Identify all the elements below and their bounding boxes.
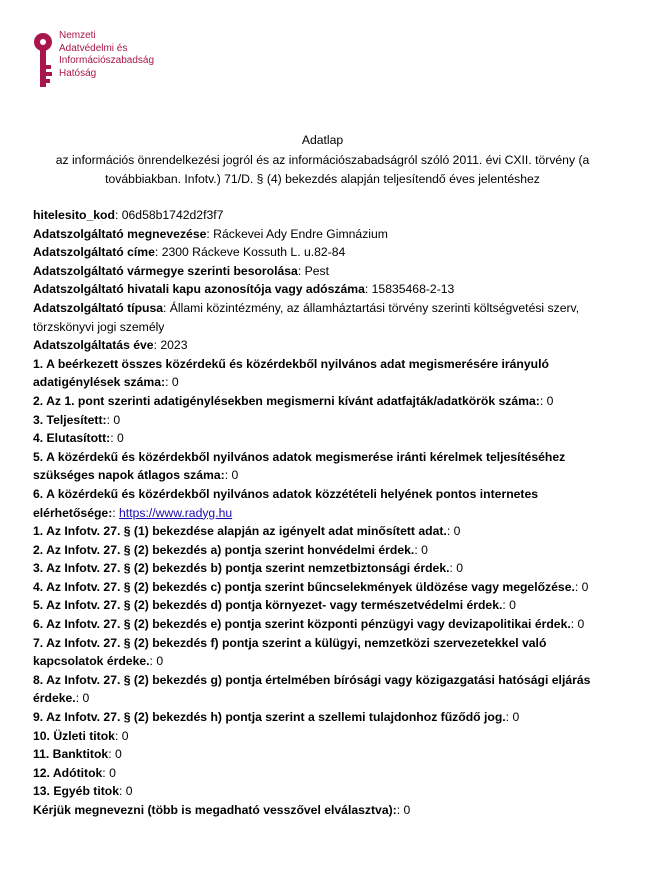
field-value: 2300 Ráckeve Kossuth L. u.82-84 bbox=[161, 245, 346, 260]
field-row bbox=[33, 596, 618, 615]
field-separator: : bbox=[539, 393, 547, 408]
field-value: 0 bbox=[231, 468, 239, 483]
field-label: Adatszolgáltató típusa bbox=[33, 300, 164, 315]
field-value-link[interactable]: https://www.radyg.hu bbox=[119, 505, 233, 520]
field-label: Adatszolgáltató hivatali kapu azonosítója vagy adószáma bbox=[33, 282, 365, 297]
field-row bbox=[33, 280, 618, 299]
field-value: 0 bbox=[403, 803, 411, 817]
authority-name-line: Nemzeti bbox=[59, 30, 96, 41]
field-row bbox=[33, 782, 618, 801]
field-value: Pest bbox=[304, 263, 330, 278]
field-label: 4. Elutasított: bbox=[33, 431, 111, 446]
field-row bbox=[33, 578, 618, 597]
field-separator: : bbox=[224, 468, 232, 483]
field-separator: : bbox=[297, 263, 305, 278]
field-value: 0 bbox=[421, 542, 428, 557]
field-value: 0 bbox=[156, 654, 164, 669]
field-label: 6. A közérdekű és közérdekből nyilvános adatok közzétételi helyének pontos internetes elérhetősége: bbox=[33, 486, 539, 520]
field-row bbox=[33, 225, 618, 244]
field-separator: : bbox=[114, 728, 122, 743]
field-row bbox=[33, 485, 618, 522]
field-row bbox=[33, 727, 618, 746]
field-label: 10. Üzleti titok bbox=[33, 728, 115, 743]
field-label: 4. Az Infotv. 27. § (2) bekezdés c) pontja szerint bűncselekmények üldözése vagy megelőzése. bbox=[33, 579, 575, 594]
field-label: 2. Az Infotv. 27. § (2) bekezdés a) pontja szerint honvédelmi érdek. bbox=[33, 542, 415, 557]
field-separator: : bbox=[206, 226, 214, 241]
field-row bbox=[33, 355, 618, 392]
field-value: 0 bbox=[453, 524, 461, 539]
field-separator: : bbox=[114, 208, 122, 222]
document-subtitle: az információs önrendelkezési jogról és az információszabadságról szóló 2011. évi CXII. törvény (a továbbiakban. Infotv.) 71/D. § (4) bekezdés alapján teljesítendő éves jelentéshez bbox=[55, 153, 590, 186]
field-separator: : bbox=[154, 245, 162, 260]
field-row bbox=[33, 708, 618, 727]
field-row bbox=[33, 262, 618, 281]
field-value: 0 bbox=[546, 393, 554, 408]
field-row bbox=[33, 299, 618, 336]
field-separator: : bbox=[165, 375, 172, 390]
field-value: 0 bbox=[512, 710, 520, 725]
field-separator: : bbox=[112, 505, 120, 520]
field-row bbox=[33, 801, 618, 820]
field-label: 11. Banktitok bbox=[33, 747, 109, 762]
field-label: Adatszolgáltató címe bbox=[33, 245, 155, 260]
field-row bbox=[33, 429, 618, 448]
field-label: 3. Teljesített: bbox=[33, 412, 107, 427]
field-value: 0 bbox=[113, 412, 121, 427]
field-separator: : bbox=[570, 617, 578, 632]
field-separator: : bbox=[574, 579, 582, 594]
field-label: 9. Az Infotv. 27. § (2) bekezdés h) pontja szerint a szellemi tulajdonhoz fűződő jog. bbox=[33, 710, 506, 725]
field-row bbox=[33, 206, 618, 225]
field-value: 15835468-2-13 bbox=[371, 282, 455, 297]
authority-name-line: Adatvédelmi és bbox=[59, 42, 128, 54]
field-value: 0 bbox=[456, 561, 464, 576]
field-row bbox=[33, 764, 618, 783]
field-label: 5. A közérdekű és közérdekből nyilvános adatok megismerése iránti kérelmek teljesítéséhez szükséges napok átlagos száma: bbox=[33, 449, 566, 483]
field-value: 0 bbox=[109, 765, 116, 780]
field-value: 06d58b1742d2f3f7 bbox=[121, 208, 224, 222]
field-label: Adatszolgáltató vármegye szerinti besorolása bbox=[33, 263, 298, 278]
field-label: 5. Az Infotv. 27. § (2) bekezdés d) pontja környezet- vagy természetvédelmi érdek. bbox=[33, 598, 503, 613]
field-row bbox=[33, 634, 618, 671]
document-title: Adatlap bbox=[301, 133, 344, 147]
field-separator: : bbox=[149, 654, 157, 669]
field-row bbox=[33, 745, 618, 764]
field-value: 0 bbox=[114, 747, 122, 762]
field-separator: : bbox=[502, 598, 510, 613]
field-separator: : bbox=[108, 747, 115, 762]
field-label: 8. Az Infotv. 27. § (2) bekezdés g) pontja értelmében bírósági vagy közigazgatási hatósági eljárás érdeke. bbox=[33, 672, 591, 706]
field-row bbox=[33, 522, 618, 541]
data-sheet-fields bbox=[33, 206, 618, 820]
field-label: 13. Egyéb titok bbox=[33, 784, 120, 799]
field-separator: : bbox=[75, 691, 83, 706]
field-value: Ráckevei Ady Endre Gimnázium bbox=[213, 226, 388, 241]
field-value: 0 bbox=[581, 579, 589, 594]
field-value: 0 bbox=[577, 617, 585, 632]
field-row bbox=[33, 243, 618, 262]
field-row bbox=[33, 411, 618, 430]
field-value: 2023 bbox=[160, 338, 188, 353]
field-separator: : bbox=[110, 431, 117, 446]
field-value: 0 bbox=[171, 375, 179, 390]
field-row bbox=[33, 541, 618, 560]
document-header bbox=[20, 132, 625, 189]
field-separator: : bbox=[396, 803, 404, 817]
authority-name bbox=[59, 30, 219, 80]
field-separator: : bbox=[163, 300, 170, 315]
field-value: 0 bbox=[509, 598, 516, 613]
field-separator: : bbox=[119, 784, 126, 799]
field-value: Állami közintézmény, az államháztartási törvény szerinti költségvetési szerv, törzskönyvi jogi személy bbox=[33, 300, 580, 334]
field-label: 7. Az Infotv. 27. § (2) bekezdés f) pontja szerint a külügyi, nemzetközi szervezetekkel való kapcsolatok érdeke. bbox=[33, 635, 547, 669]
field-label: hitelesito_kod bbox=[33, 208, 115, 222]
field-separator: : bbox=[449, 561, 457, 576]
field-separator: : bbox=[153, 338, 161, 353]
field-separator: : bbox=[414, 542, 422, 557]
field-label: 1. A beérkezett összes közérdekű és közérdekből nyilvános adat megismerésére irányuló adatigénylések száma: bbox=[33, 356, 549, 390]
field-row bbox=[33, 671, 618, 708]
field-row bbox=[33, 448, 618, 485]
field-value: 0 bbox=[125, 784, 133, 799]
field-row bbox=[33, 559, 618, 578]
field-row bbox=[33, 392, 618, 411]
field-value: 0 bbox=[121, 728, 129, 743]
field-separator: : bbox=[446, 524, 454, 539]
field-row bbox=[33, 615, 618, 634]
field-label: 3. Az Infotv. 27. § (2) bekezdés b) pontja szerint nemzetbiztonsági érdek. bbox=[33, 561, 450, 576]
field-label: 1. Az Infotv. 27. § (1) bekezdése alapján az igényelt adat minősített adat. bbox=[33, 524, 447, 539]
key-icon bbox=[32, 32, 54, 90]
field-label: 12. Adótitok bbox=[33, 765, 103, 780]
field-separator: : bbox=[364, 282, 372, 297]
authority-name-line: Hatóság bbox=[59, 67, 97, 79]
field-label: Adatszolgáltatás éve bbox=[33, 338, 154, 353]
field-label: 6. Az Infotv. 27. § (2) bekezdés e) pontja szerint központi pénzügyi vagy devizapolitikai érdek. bbox=[33, 617, 571, 632]
field-value: 0 bbox=[82, 691, 90, 706]
field-label: Adatszolgáltató megnevezése bbox=[33, 226, 207, 241]
field-label: Kérjük megnevezni (több is megadható vesszővel elválasztva): bbox=[33, 803, 397, 817]
field-separator: : bbox=[505, 710, 513, 725]
authority-name-line: Információszabadság bbox=[59, 55, 155, 67]
field-label: 2. Az 1. pont szerinti adatigénylésekben megismerni kívánt adatfajták/adatkörök száma: bbox=[33, 393, 540, 408]
field-separator: : bbox=[106, 412, 114, 427]
field-value: 0 bbox=[116, 431, 124, 446]
field-separator: : bbox=[102, 765, 110, 780]
field-row bbox=[33, 336, 618, 355]
